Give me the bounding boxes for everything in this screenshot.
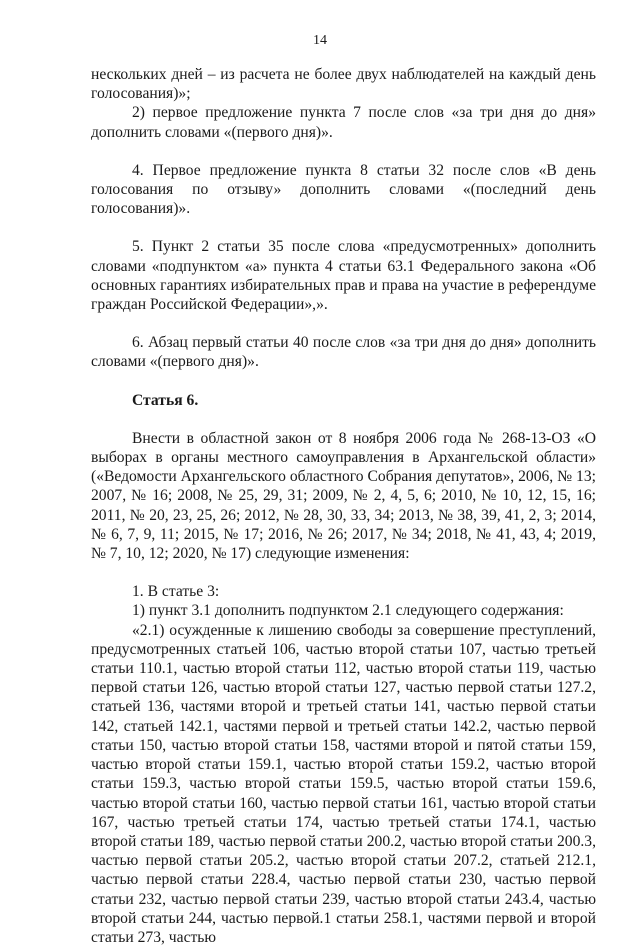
article-heading: Статья 6.	[132, 391, 199, 409]
paragraph-quoted-text: «2.1) осужденные к лишению свободы за совершение преступлений, предусмотренных статьей 106, частью второй статьи 107, частью третьей статьи 110.1, частью второй статьи 112, частью второй статьи 119, частью первой статьи 126, частью второй статьи 127, частью первой статьи 127.2, статьей 136, частями второй и третьей статьи 141, частью первой статьи 142, статьей 142.1, частями первой и третьей статьи 142.2, частью первой статьи 150, частью второй статьи 158, частями второй и пятой статьи 159, частью второй статьи 159.1, частью второй статьи 159.2, частью второй статьи 159.3, частью второй статьи 159.5, частью второй статьи 159.6, частью второй статьи 160, частью первой статьи 161, частью второй статьи 167, частью третьей статьи 174, частью третьей статьи 174.1, частью второй статьи 189, частью первой статьи 200.2, частью второй статьи 200.3, частью первой статьи 205.2, частью второй статьи 207.2, статьей 212.1, частью первой статьи 228.4, частью первой статьи 230, частью первой статьи 232, частью первой статьи 239, частью второй статьи 243.4, частью второй статьи 244, частью первой.1 статьи 258.1, частями первой и второй статьи 273, частью	[91, 621, 596, 946]
document-body	[91, 65, 596, 947]
paragraph-article-intro: Внести в областной закон от 8 ноября 2006 года № 268-13-ОЗ «О выборах в органы местного самоуправления в Архангельской области» («Ведомости Архангельского областного Собрания депутатов», 2006, № 13; 2007, № 16; 2008, № 25, 29, 31; 2009, № 2, 4, 5, 6; 2010, № 10, 12, 15, 16; 2011, № 20, 23, 25, 26; 2012, № 28, 30, 33, 34; 2013, № 38, 39, 41, 2, 3; 2014, № 6, 7, 9, 11; 2015, № 17; 2016, № 26; 2017, № 34; 2018, № 41, 43, 4; 2019, № 7, 10, 12; 2020, № 17) следующие изменения:	[91, 429, 596, 563]
paragraph-item-6: 6. Абзац первый статьи 40 после слов «за три дня до дня» дополнить словами «(первого дня)».	[91, 334, 596, 371]
paragraph-item-4: 4. Первое предложение пункта 8 статьи 32 после слов «В день голосования по отзыву» дополнить словами «(последний день голосования)».	[91, 161, 596, 218]
paragraph-item-5: 5. Пункт 2 статьи 35 после слова «предусмотренных» дополнить словами «подпунктом «а» пункта 4 статьи 63.1 Федерального закона «Об основных гарантиях избирательных прав и права на участие в референдуме граждан Российской Федерации»,».	[91, 238, 596, 314]
paragraph-continuation: нескольких дней – из расчета не более двух наблюдателей на каждый день голосования)»;	[91, 66, 596, 103]
page-number: 14	[313, 33, 327, 48]
paragraph-section-1: 1. В статье 3:	[132, 583, 220, 601]
paragraph-item-2: 2) первое предложение пункта 7 после слов «за три дня до дня» дополнить словами «(первого дня)».	[91, 104, 596, 141]
paragraph-subitem-1: 1) пункт 3.1 дополнить подпунктом 2.1 следующего содержания:	[132, 602, 564, 620]
